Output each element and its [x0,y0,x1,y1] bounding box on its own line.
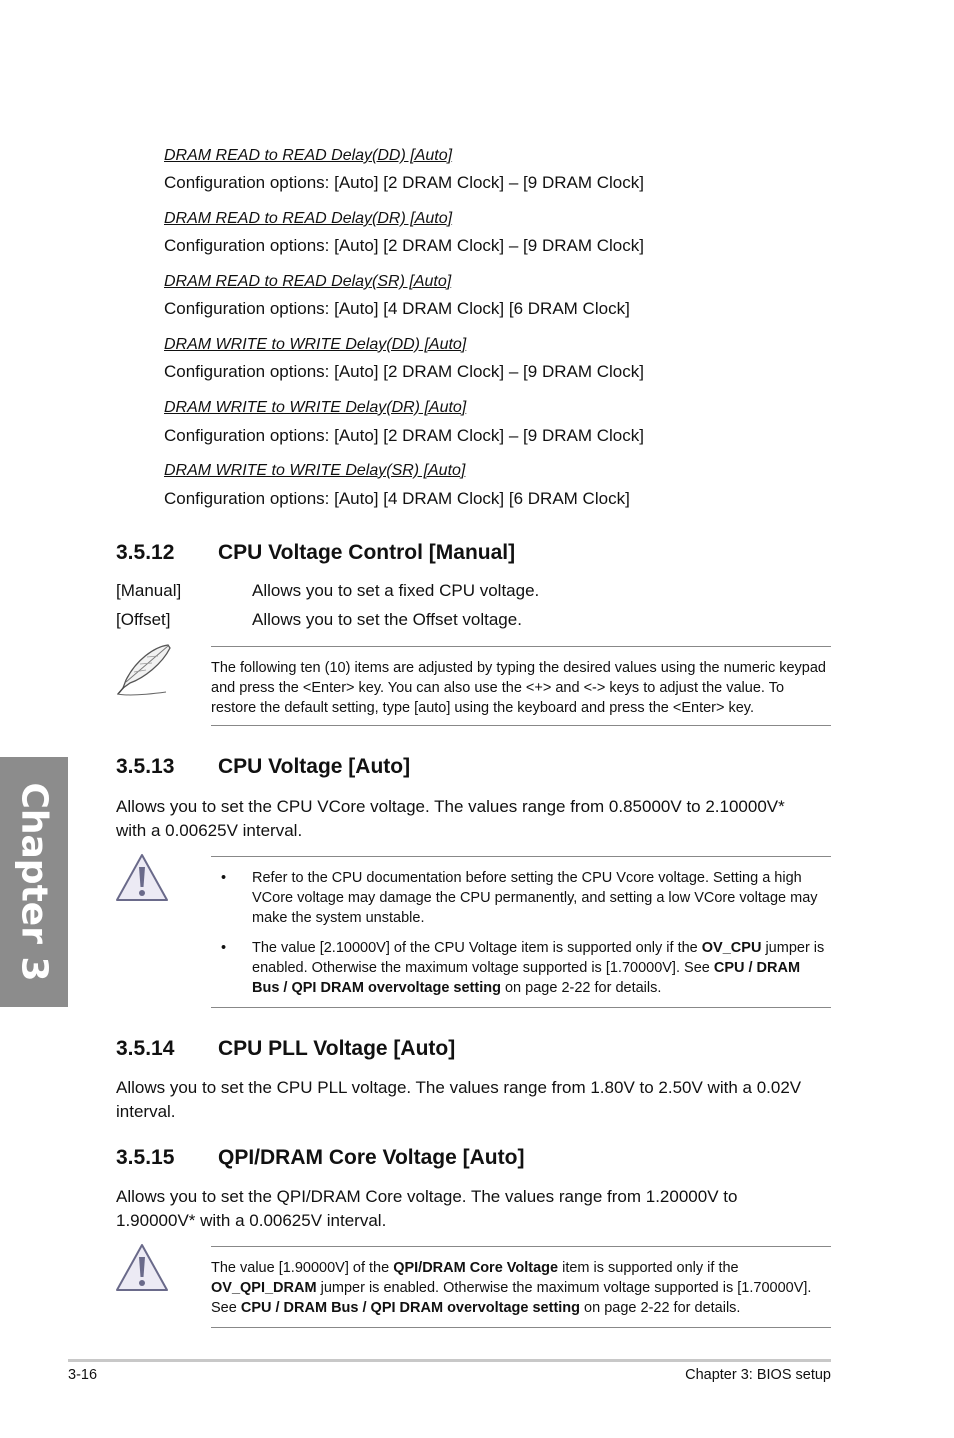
option-desc: Configuration options: [Auto] [2 DRAM Clock] – [9 DRAM Clock] [164,426,644,445]
section-number: 3.5.14 [116,1037,175,1060]
feather-pen-icon [114,642,174,703]
bold-term: CPU / DRAM Bus / QPI DRAM overvoltage setting [240,1300,581,1316]
section-number: 3.5.15 [116,1146,175,1169]
page-number: 3-16 [68,1367,98,1383]
section-title: CPU Voltage Control [Manual] [218,541,516,564]
section-body: Allows you to set the QPI/DRAM Core voltage. The values range from 1.20000V to 1.90000V* with a 0.00625V interval. [116,1187,738,1230]
warning-triangle-icon [114,852,170,909]
option-desc: Configuration options: [Auto] [4 DRAM Clock] [6 DRAM Clock] [164,489,630,508]
note-text-part: jumper is enabled. Otherwise the maximum voltage supported is [1.70000V]. See [211,1280,812,1316]
option-title: DRAM READ to READ Delay(SR) [Auto] [164,273,452,290]
bullet-text: Refer to the CPU documentation before setting the CPU Vcore voltage. Setting a high VCore voltage may damage the CPU permanently, and setting a low VCore voltage may make the system unstable. [252,870,818,926]
bullet-glyph: • [221,940,227,956]
note-text-part: item is supported only if the [558,1260,739,1276]
bold-term: OV_CPU [701,940,762,956]
option-desc: Configuration options: [Auto] [4 DRAM Clock] [6 DRAM Clock] [164,299,630,318]
bold-term: QPI/DRAM Core Voltage [393,1260,559,1276]
option-key: [Offset] [116,610,171,629]
note-text-part: on page 2-22 for details. [580,1300,741,1316]
bullet-text: The value [2.10000V] of the CPU Voltage item is supported only if the [252,940,702,956]
warning-box [211,856,831,1008]
option-title: DRAM READ to READ Delay(DR) [Auto] [164,210,453,227]
option-desc: Configuration options: [Auto] [2 DRAM Clock] – [9 DRAM Clock] [164,236,644,255]
option-title: DRAM WRITE to WRITE Delay(SR) [Auto] [164,462,466,479]
option-title: DRAM READ to READ Delay(DD) [Auto] [164,147,453,164]
section-body: Allows you to set the CPU PLL voltage. The values range from 1.80V to 2.50V with a 0.02V interval. [116,1078,802,1121]
warning-triangle-icon [114,1242,170,1299]
bold-term: OV_QPI_DRAM [211,1280,317,1296]
section-heading [116,1037,455,1061]
note-text-part: The value [1.90000V] of the [211,1260,394,1276]
chapter-tab [0,757,68,1007]
option-title: DRAM WRITE to WRITE Delay(DR) [Auto] [164,399,467,416]
footer-chapter: Chapter 3: BIOS setup [685,1367,831,1383]
section-title: CPU Voltage [Auto] [218,755,411,778]
note-text [211,1258,831,1318]
option-desc: Configuration options: [Auto] [2 DRAM Clock] – [9 DRAM Clock] [164,362,644,381]
note-box [211,646,831,726]
section-number: 3.5.12 [116,541,175,564]
bullet-text: on page 2-22 for details. [500,980,662,996]
section-heading [116,755,410,779]
note-text: The following ten (10) items are adjusted by typing the desired values using the numeric keypad and press the <Enter> key. You can also use the <+> and <-> keys to adjust the value. To restore the default setting, type [auto] using the keyboard and press the <Enter> key. [211,660,826,716]
bullet-item [211,938,831,998]
section-heading [116,541,515,565]
section-number: 3.5.13 [116,755,175,778]
bold-term: CPU / DRAM Bus / QPI DRAM overvoltage setting [252,960,801,996]
option-value: Allows you to set a fixed CPU voltage. [252,581,540,600]
footer-rule [68,1359,831,1362]
option-value: Allows you to set the Offset voltage. [252,610,522,629]
section-title: CPU PLL Voltage [Auto] [218,1037,456,1060]
bullet-text: jumper is enabled. Otherwise the maximum voltage supported is [1.70000V]. See [252,940,825,976]
section-body: Allows you to set the CPU VCore voltage. The values range from 0.85000V to 2.10000V* with a 0.00625V interval. [116,797,785,840]
section-title: QPI/DRAM Core Voltage [Auto] [218,1146,525,1169]
bullet-item [211,868,831,928]
option-title: DRAM WRITE to WRITE Delay(DD) [Auto] [164,336,467,353]
section-heading [116,1146,524,1170]
option-desc: Configuration options: [Auto] [2 DRAM Clock] – [9 DRAM Clock] [164,173,644,192]
chapter-tab-label: Chapter 3 [13,782,55,982]
bullet-glyph: • [221,870,227,886]
option-key: [Manual] [116,581,182,600]
warning-box [211,1246,831,1328]
